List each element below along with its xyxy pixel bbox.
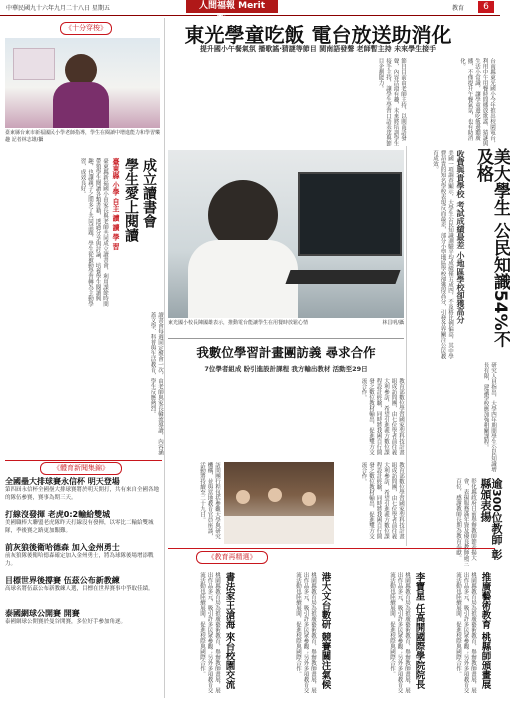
attendee-2 — [268, 488, 282, 502]
education-rule — [168, 548, 495, 549]
keyboard — [285, 270, 400, 284]
digital-learning-body-3: 教育部數位學習國家型科技計畫組成訪問團，由七位學者前往義大利參訪，希望引進義方數位課程設計經驗，同時將我國自行開發之數位教材輸出，促進雙方交流合作。 — [360, 462, 404, 539]
meeting-table — [224, 516, 334, 544]
column-divider-left — [164, 18, 165, 698]
teachers-award-body: 彰化縣政府日前舉辦教師節表揚大會，表揚服務滿年資及優良教師逾三百位，感謝教師長期為教育奉獻。 — [455, 478, 476, 566]
sports-item-body: 第四屆永信杯全國壘大排球賽將於明天開打，共有來自全國各地的隊伍參賽，賽事為期三天。 — [5, 487, 160, 501]
story-divider — [168, 338, 404, 339]
meeting-photo — [224, 462, 334, 544]
wall-board — [13, 48, 55, 80]
student-shirt — [188, 240, 298, 318]
sports-item-title: 打線沒發揮 老虎0:2輸給雙城 — [5, 510, 111, 519]
teacher-photo — [5, 38, 160, 128]
left-story-title-2: 學生愛上閱讀 — [123, 158, 139, 242]
digital-learning-headline: 我數位學習計畫團訪義 尋求合作 — [196, 345, 376, 360]
sports-item-body: 前灰狼隊後衛哈德森確定加入金州勇士，將為球隊後場增添戰力。 — [5, 553, 154, 567]
main-subhead: 提升國小午餐氣氛 播歌謠‧猜謎等節目 閩南語發聲 老師暫主持 未來學生接手 — [199, 45, 437, 53]
edu-story-3-title: 港大文台數研 競賽關注氣候 — [319, 572, 331, 690]
attendee-3 — [302, 492, 316, 506]
digital-learning-subhead: 7位學者組成 盼引進設計課程 我方輸出教材 活動至29日 — [204, 365, 368, 373]
column-divider-right — [406, 146, 407, 546]
sports-rule — [5, 460, 162, 461]
main-story-body: 節目目前由老師主持，以閩南語發聲，內容活潑有趣，未來將培訓學生接手主持，讓學生學習口語表達與節目企劃能力。 — [377, 58, 406, 146]
sports-item-body: 高球名將伍茲公布新教練人選，目標在世界賽事中爭取佳績。 — [5, 586, 154, 592]
us-students-subtitle: 收費與貴學校 考試成績最差 小地區學校卻獲高分 — [456, 150, 465, 324]
us-students-body-2: 研究人員指出，大學四年期間學生公民知識增長有限，建議學校應加強相關課程。 — [482, 362, 496, 472]
computer-photo-caption: 東光國小校長陳國雄表示，推動電台能讓學生在用餐時放鬆心情 — [168, 320, 309, 326]
person-body — [53, 82, 109, 128]
sports-item-title: 全國壘大排球賽永信杯 明天登場 — [5, 477, 120, 486]
edu-story-2-title: 李寶星 任高開國際學院院長 — [413, 572, 425, 690]
sports-item-title: 泰國網球公開賽 開賽 — [5, 609, 80, 618]
education-news-label: 《教育再精選》 — [196, 551, 268, 564]
sports-item-body: 泰國網球公開賽於曼谷開賽，多位好手參加角逐。 — [5, 619, 127, 625]
computer-monitor — [298, 172, 402, 256]
teacher-photo-caption: 臺東縣台東市新福國民小學老師指導，學生在閱讀中增進能力和學習樂趣 記者林志雄/攝 — [5, 130, 161, 143]
masthead-logo: 人間福報 Merit Times — [186, 0, 278, 13]
issue-date: 中華民國九十六年九月二十八日 星期五 — [6, 5, 110, 12]
edu-story-1-body: 桃園縣教育局為推廣藝術教育，舉辦教師畫展，展出作品多元，吸引許多民眾參觀；另外多項教育交流活動也陸續展開，促進校際與國際合作。 — [455, 572, 476, 693]
edu-story-3-body: 桃園縣教育局為推廣藝術教育，舉辦教師畫展，展出作品多元，吸引許多民眾參觀；另外多項教育交流活動也陸續展開，促進校際與國際合作。 — [295, 572, 316, 693]
edu-story-4-title: 書法家王滄海 來台校園交流 — [223, 572, 235, 690]
left-story-title-1: 成立讀書會 — [141, 158, 157, 228]
left-story-body-2: 讀書會每週固定聚會一次，由老師與家長輪流導讀，內容涵蓋文學、科普與生活教育，學生反應熱烈。 — [149, 312, 163, 455]
edu-story-1-title: 推廣藝術教育 桃縣師頒畫展 — [479, 572, 491, 690]
us-students-title: 美大學生 公民知識54%不及格 — [473, 148, 510, 348]
main-headline: 東光學童吃飯 電台放送助消化 — [184, 23, 452, 47]
sports-item-title: 目標世界後撐賽 伍茲公布新教練 — [5, 576, 120, 585]
student-computer-photo — [168, 150, 404, 318]
sports-news-list — [5, 476, 162, 701]
section-name: 教育 — [452, 5, 465, 12]
section-label-top: 《十分穿梭》 — [60, 22, 112, 35]
sports-item-title: 前灰狼後衛哈德森 加入金州勇士 — [5, 543, 120, 552]
us-students-body: 美國一項調查顯示，大學生公民知識測驗平均成績僅五成四，不及格比例偏高，其中學費昂貴的知名學校表現反而最差，部分小型地區學校卻獲得高分，引發各界關注公民教育成效。 — [432, 150, 453, 359]
edu-story-4-body: 桃園縣教育局為推廣藝術教育，舉辦教師畫展，展出作品多元，吸引許多民眾參觀；另外多項教育交流活動也陸續展開，促進校際與國際合作。 — [199, 572, 220, 693]
main-story-body-right: 台南縣東光國小今年推出校園電台，利用中午用餐時間播放歌謠、猜謎與生活小常識，讓學童邊吃飯邊聽廣播，不僅提升午餐氣氛，也有助消化。 — [459, 58, 495, 146]
sports-news-label: 《體育新聞集錦》 — [40, 462, 122, 475]
digital-learning-body-2: 訪問團行程包括參觀大學與研究機構，並與當地教育官員座談，活動將持續至二十九日。 — [199, 462, 220, 539]
left-story-body: 臺東縣新福國小由家長與老師共同成立讀書會，利用課餘時間帶領學生閱讀各類書籍，透過分享與討論，培養學生閱讀興趣，也讓親子之間多了共同話題，學生從被動學習轉為主動學習，成效良好。 — [79, 158, 108, 307]
computer-photo-credit: 林昌明/攝 — [382, 320, 404, 326]
edu-story-2-body: 桃園縣教育局為推廣藝術教育，舉辦教師畫展，展出作品多元，吸引許多民眾參觀；另外多項教育交流活動也陸續展開，促進校際與國際合作。 — [389, 572, 410, 693]
digital-learning-body: 教育部數位學習國家型科技計畫組成訪問團，由七位學者前往義大利參訪，希望引進義方數位課程設計經驗，同時將我國自行開發之數位教材輸出，促進雙方交流合作。 — [360, 378, 404, 455]
attendee-1 — [236, 490, 250, 504]
teachers-award-title: 逾300位教師 彰縣頒表揚 — [479, 478, 503, 560]
page-number: 6 — [478, 1, 494, 13]
sports-item-body: 美國職棒大聯盟老虎隊昨天打線沒有發揮，以零比二輸給雙城隊，季後賽之路更加艱難。 — [5, 520, 154, 534]
left-story-subtitle: 臺東縣 小學 自主 讀 讀 學 習 — [112, 158, 120, 250]
